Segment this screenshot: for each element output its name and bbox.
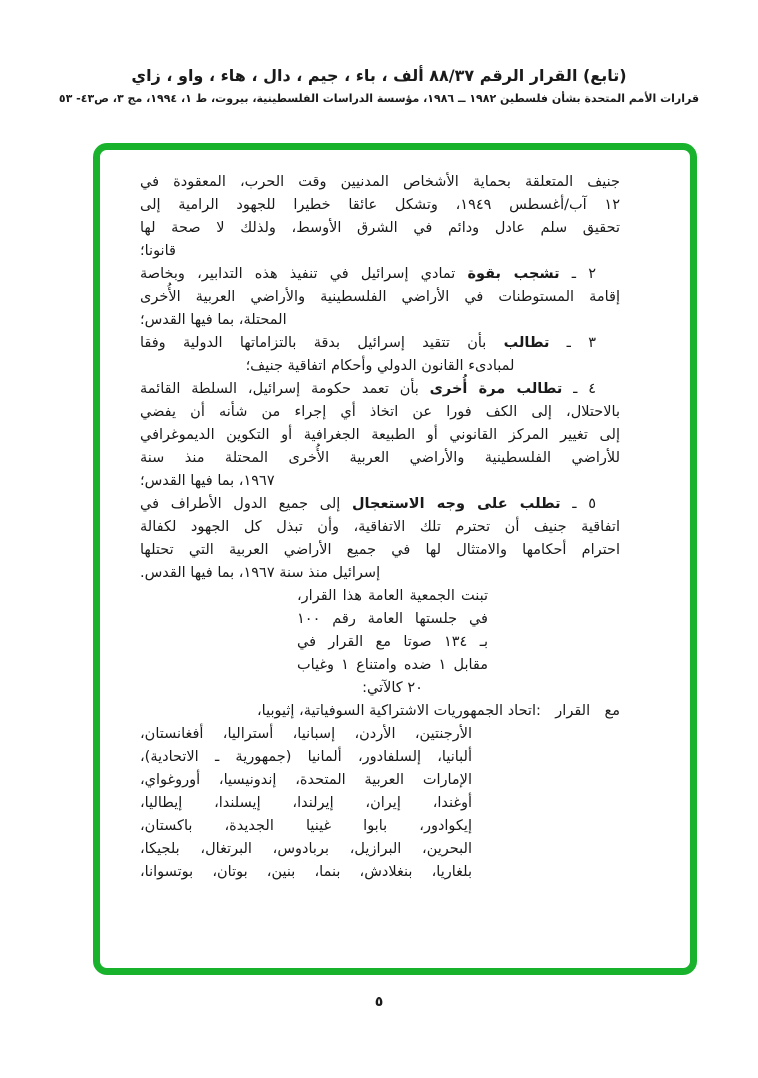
header-source-line: قرارات الأمم المتحدة بشأن فلسطين ١٩٨٢ ــ ١٩٨٦، مؤسسة الدراسات الفلسطينية، بيروت، ط ١، ١٩٩٤، مج ٣، ص٤٣- ٥٣ xyxy=(58,92,700,105)
text-line: بالاحتلال، إلى الكف فورا عن اتخاذ أي إجراء من شأنه أن يفضي xyxy=(140,404,620,420)
text-line: ٢ ـ تشجب بقوة تمادي إسرائيل في تنفيذ هذه التدابير، وبخاصة xyxy=(140,266,596,282)
text-line: ٢٠ كالآتي: xyxy=(362,680,423,696)
text-line: احترام أحكامها والامتثال لها في جميع الأراضي العربية التي تحتلها xyxy=(140,542,620,558)
page-number: ٥ xyxy=(374,994,384,1010)
text-line: مقابل ١ ضده وامتناع ١ وغياب xyxy=(297,657,489,673)
text-line: ٣ ـ تطالب بأن تتقيد إسرائيل بدقة بالتزاماتها الدولية وفقا xyxy=(140,335,596,351)
resolution-paragraph xyxy=(140,493,620,585)
text-line: جنيف المتعلقة بحماية الأشخاص المدنيين وقت الحرب، المعقودة في xyxy=(140,174,620,190)
resolution-paragraph xyxy=(140,378,620,493)
text-line: تبنت الجمعية العامة هذا القرار، xyxy=(297,588,488,604)
text-line: أوغندا، إيران، إيرلندا، إيسلندا، إيطاليا، xyxy=(140,795,472,811)
text-line: لمبادىء القانون الدولي وأحكام اتفاقية جنيف؛ xyxy=(245,358,515,374)
resolution-paragraph xyxy=(140,263,620,332)
text-line: البحرين، البرازيل، بربادوس، البرتغال، بلجيكا، xyxy=(140,841,472,857)
text-line: إسرائيل منذ سنة ١٩٦٧، بما فيها القدس. xyxy=(140,565,381,581)
text-line: اتفاقية جنيف أن تحترم تلك الاتفاقية، وأن تبذل كل الجهود لكفالة xyxy=(140,519,620,535)
resolution-paragraph xyxy=(140,332,620,378)
text-line: ١٢ آب/أغسطس ١٩٤٩، وتشكل عائقا خطيرا للجهود الرامية إلى xyxy=(140,197,620,213)
text-line: ٥ ـ تطلب على وجه الاستعجال إلى جميع الدول الأطراف في xyxy=(140,496,597,512)
text-line: إلى تغيير المركز القانوني أو الطبيعة الجغرافية أو التكوين الديموغرافي xyxy=(140,427,620,443)
text-line: الأرجنتين، الأردن، إسبانيا، أستراليا، أفغانستان، xyxy=(140,726,472,742)
vote-label: مع القرار : xyxy=(536,703,620,719)
text-line: تحقيق سلم عادل ودائم في الشرق الأوسط، ولذلك لا صحة لها xyxy=(140,220,620,236)
text-line: بلغاريا، بنغلادش، بنما، بنين، بوتان، بوتسوانا، xyxy=(140,864,472,880)
green-border-frame xyxy=(93,143,697,975)
text-line: قانونا؛ xyxy=(140,243,176,259)
adoption-note xyxy=(297,585,488,700)
text-line: ١٩٦٧، بما فيها القدس؛ xyxy=(140,473,275,489)
text-line: إيكوادور، بابوا غينيا الجديدة، باكستان، xyxy=(140,818,472,834)
resolution-paragraph xyxy=(140,171,620,263)
text-line: إقامة المستوطنات في الأراضي الفلسطينية والأراضي العربية الأُخرى xyxy=(140,289,620,305)
text-line: اتحاد الجمهوريات الاشتراكية السوفياتية، إثيوبيا، xyxy=(256,703,536,719)
text-area xyxy=(100,150,690,884)
text-line: في جلستها العامة رقم ١٠٠ xyxy=(297,611,488,627)
vote-list xyxy=(140,700,620,884)
text-line: للأراضي الفلسطينية والأراضي العربية الأُخرى المحتلة منذ سنة xyxy=(140,450,620,466)
text-line: بـ ١٣٤ صوتا مع القرار في xyxy=(297,634,488,650)
page-header xyxy=(0,66,758,105)
text-line: المحتلة، بما فيها القدس؛ xyxy=(140,312,287,328)
text-line: ٤ ـ تطالب مرة أُخرى بأن تعمد حكومة إسرائيل، السلطة القائمة xyxy=(140,381,596,397)
header-title: (تابع) القرار الرقم ٨٨/٣٧ ألف ، باء ، جيم ، دال ، هاء ، واو ، زاي xyxy=(131,66,627,85)
text-line: ألبانيا، إلسلفادور، ألمانيا (جمهورية ـ الاتحادية)، xyxy=(140,749,472,765)
vote-country-lines xyxy=(140,700,536,884)
text-line: الإمارات العربية المتحدة، إندونيسيا، أوروغواي، xyxy=(140,772,472,788)
